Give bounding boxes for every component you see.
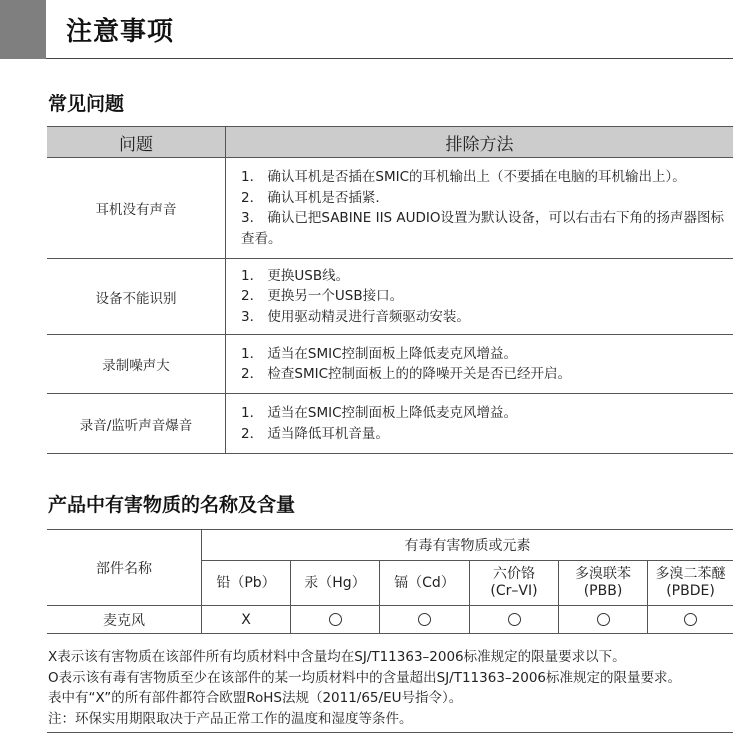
substances-data-row <box>47 606 733 634</box>
faq-col-solution: 排除方法 <box>226 127 733 158</box>
mark-cell <box>291 606 380 634</box>
faq-problem: 录制噪声大 <box>47 335 226 394</box>
substances-header-row <box>47 530 733 561</box>
element-header: 六价铬 (Cr–VI) <box>470 561 559 606</box>
circle-mark-icon <box>329 613 342 626</box>
faq-solution-item: 3． 确认已把SABINE IIS AUDIO设置为默认设备，可以右击右下角的扬声器图标查看。 <box>241 210 725 247</box>
faq-solution-item: 2． 更换另一个USB接口。 <box>241 288 404 305</box>
faq-solutions <box>226 158 733 259</box>
note-line: 注：环保实用期限取决于产品正常工作的温度和湿度等条件。 <box>48 710 413 727</box>
note-line: X表示该有害物质在该部件所有均质材料中含量均在SJ/T11363–2006标准规定的限量要求以下。 <box>48 649 626 665</box>
faq-solutions <box>226 394 733 454</box>
header-divider <box>46 58 733 59</box>
mark-cell <box>202 606 291 634</box>
element-header: 铅（Pb） <box>202 561 291 606</box>
substance-group-header: 有毒有害物质或元素 <box>202 530 733 561</box>
faq-solution-item: 1． 适当在SMIC控制面板上降低麦克风增益。 <box>241 345 518 362</box>
circle-mark-icon <box>597 613 610 626</box>
faq-solution-item: 3． 使用驱动精灵进行音频驱动安装。 <box>241 308 470 325</box>
page-title: 注意事项 <box>66 17 175 47</box>
faq-solution-item: 2． 适当降低耳机音量。 <box>241 425 389 442</box>
substances-section-title: 产品中有害物质的名称及含量 <box>48 494 296 516</box>
faq-row <box>47 259 733 335</box>
mark-cell <box>470 606 559 634</box>
x-mark: X <box>241 611 251 628</box>
header-marker <box>0 0 46 59</box>
mark-cell <box>648 606 733 634</box>
faq-row <box>47 158 733 259</box>
faq-solution-item: 1． 适当在SMIC控制面板上降低麦克风增益。 <box>241 405 518 421</box>
faq-problem: 录音/监听声音爆音 <box>47 394 226 454</box>
faq-solution-item: 2． 确认耳机是否插紧. <box>241 189 380 206</box>
element-header: 多溴二苯醚 (PBDE) <box>648 561 733 606</box>
faq-solution-item: 2． 检查SMIC控制面板上的的降噪开关是否已经开启。 <box>241 366 572 382</box>
element-header: 多溴联苯 (PBB) <box>559 561 648 606</box>
element-header: 镉（Cd） <box>380 561 470 606</box>
faq-col-problem: 问题 <box>47 127 226 158</box>
part-name-header: 部件名称 <box>47 530 202 606</box>
circle-mark-icon <box>508 613 521 626</box>
faq-solution-item: 1． 确认耳机是否插在SMIC的耳机输出上（不要插在电脑的耳机输出上）。 <box>241 169 686 185</box>
faq-problem: 设备不能识别 <box>47 259 226 335</box>
page-header <box>0 0 733 59</box>
faq-solutions <box>226 335 733 394</box>
circle-mark-icon <box>418 613 431 626</box>
mark-cell <box>559 606 648 634</box>
substances-table <box>47 529 733 634</box>
faq-header-row <box>47 127 733 158</box>
faq-problem: 耳机没有声音 <box>47 158 226 259</box>
faq-solutions <box>226 259 733 335</box>
notes <box>48 647 681 729</box>
mark-cell <box>380 606 470 634</box>
faq-section-title: 常见问题 <box>48 93 125 115</box>
circle-mark-icon <box>684 613 697 626</box>
faq-solution-item: 1． 更换USB线。 <box>241 267 350 284</box>
faq-table <box>47 126 733 454</box>
note-line: O表示该有毒有害物质至少在该部件的某一均质材料中的含量超出SJ/T11363–2006标准规定的限量要求。 <box>48 669 682 686</box>
element-header: 汞（Hg） <box>291 561 380 606</box>
faq-row <box>47 335 733 394</box>
part-name: 麦克风 <box>47 606 202 634</box>
faq-row <box>47 394 733 454</box>
note-line: 表中有“X”的所有部件都符合欧盟RoHS法规（2011/65/EU号指令）。 <box>48 690 463 706</box>
